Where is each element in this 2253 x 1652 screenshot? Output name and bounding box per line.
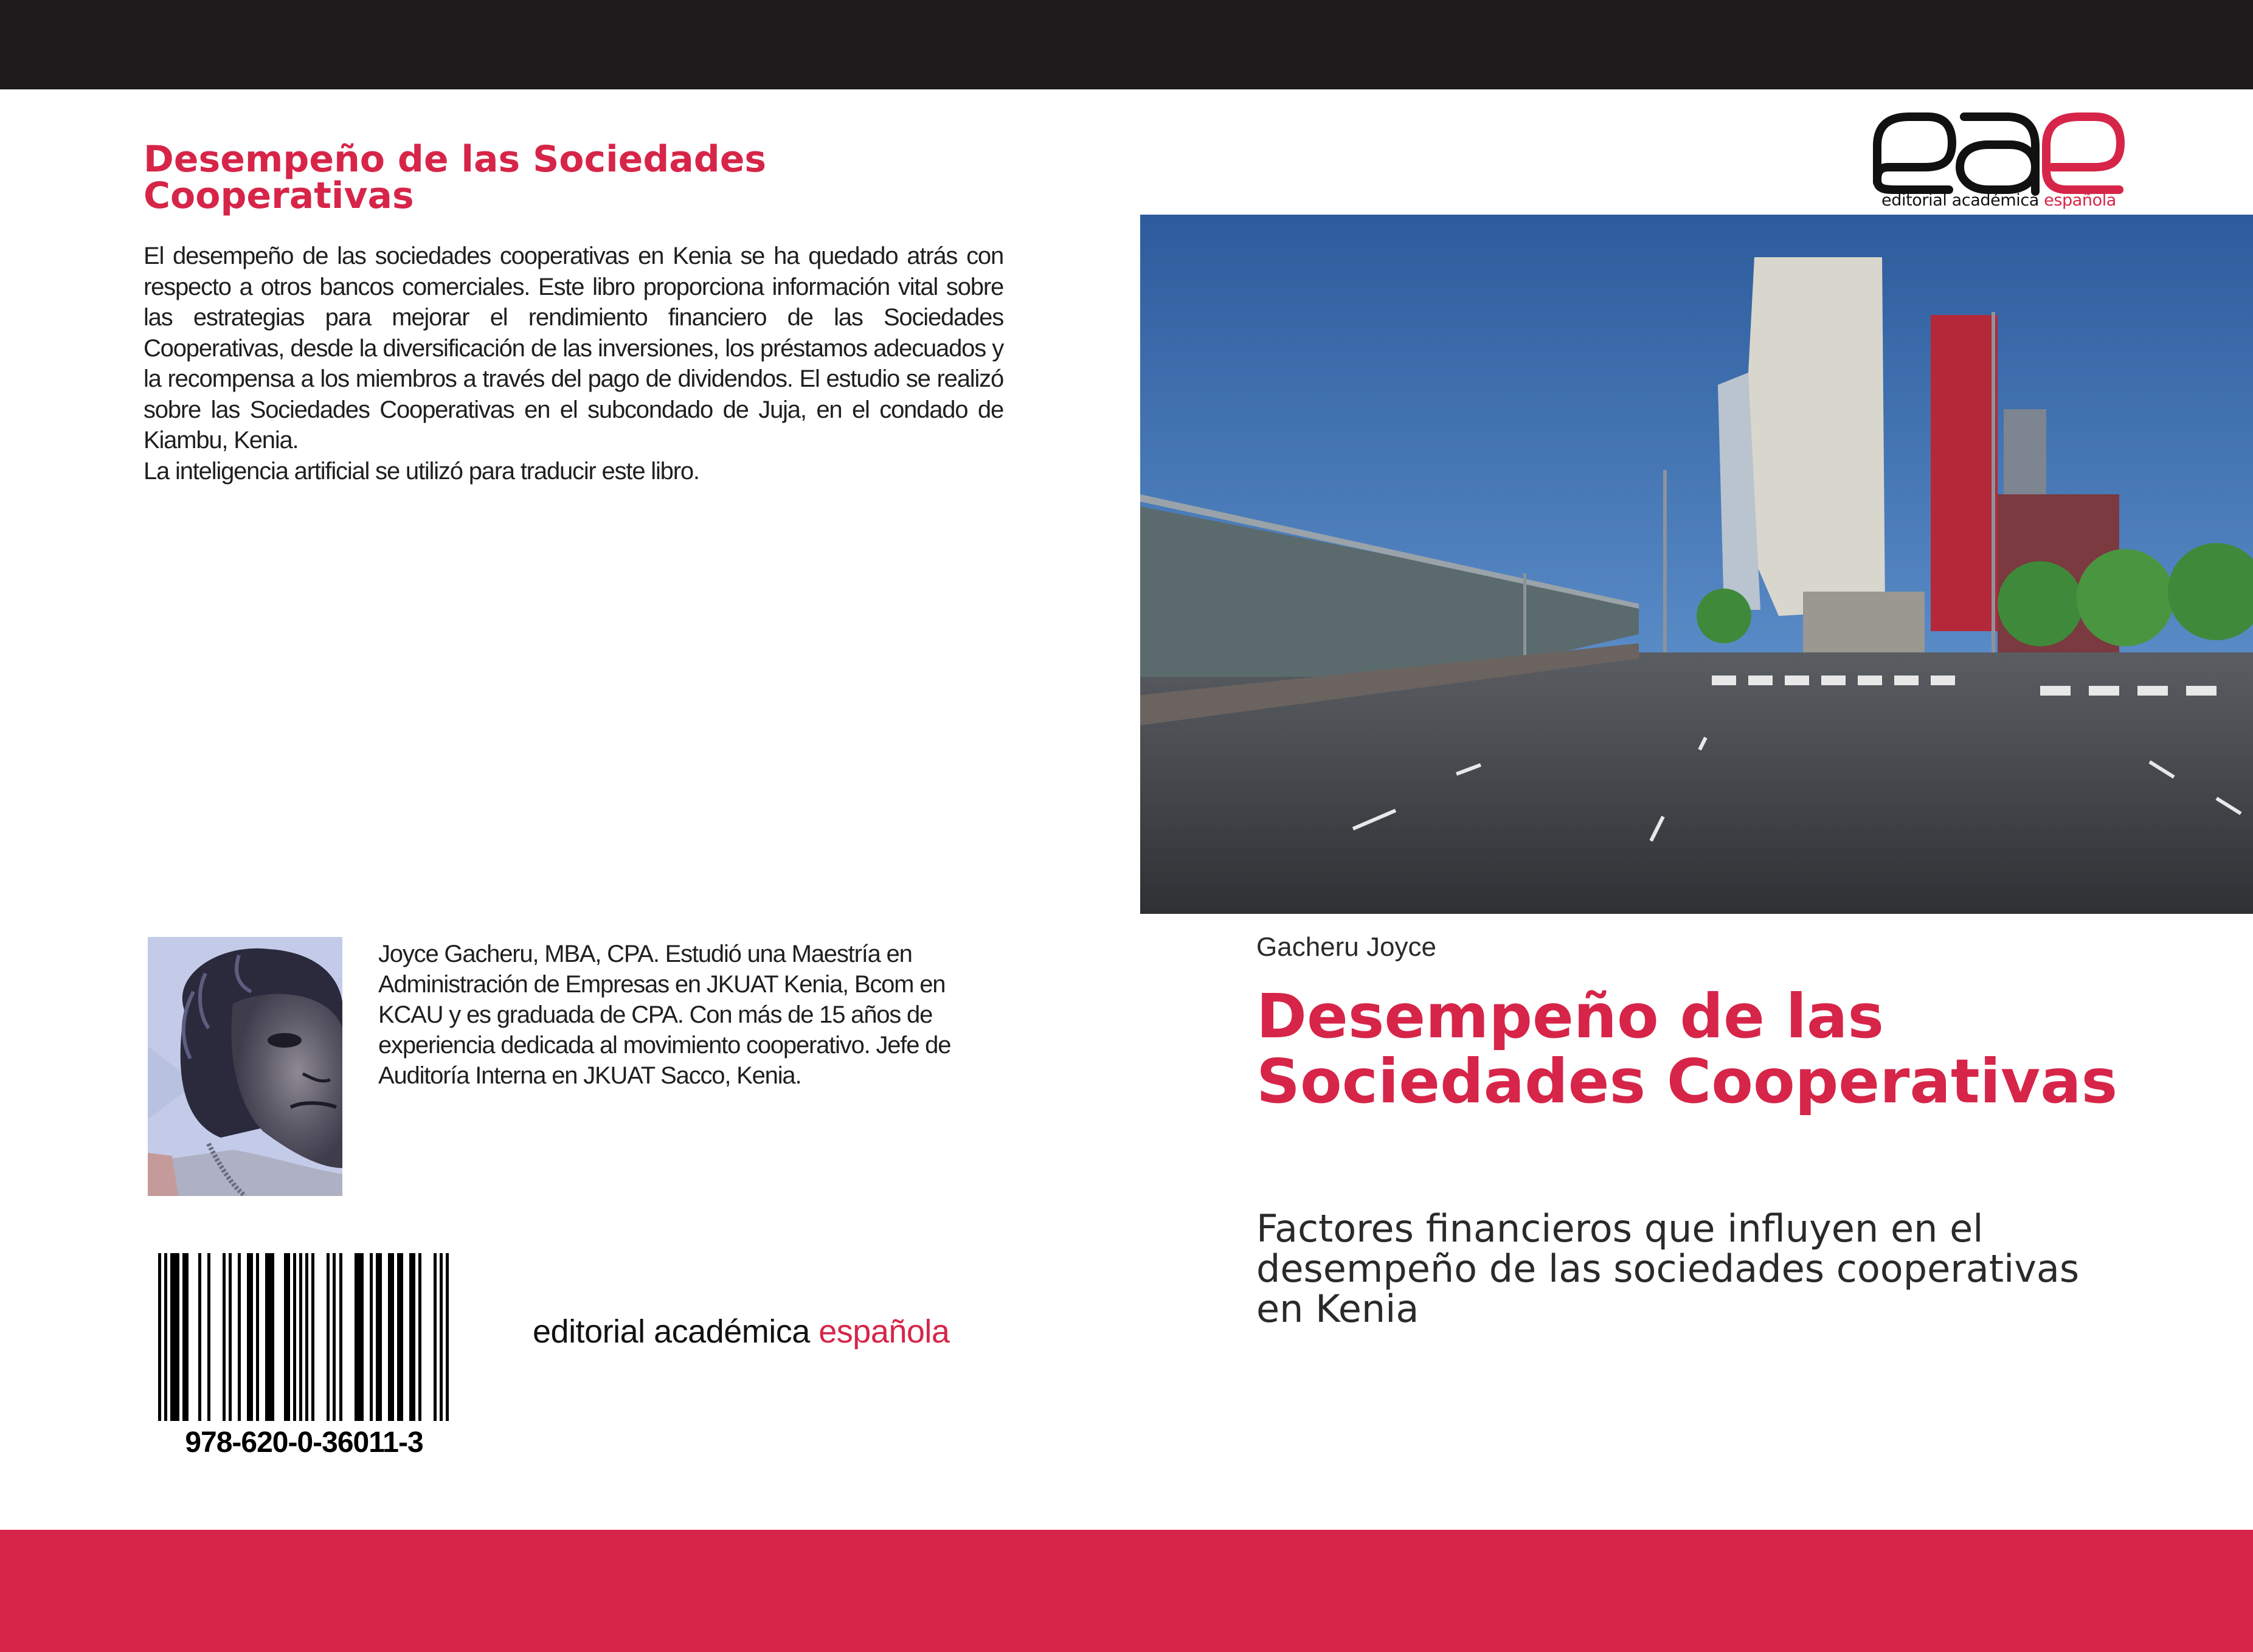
cover-photo bbox=[1140, 215, 2253, 914]
top-bar bbox=[0, 0, 2253, 89]
author-photo bbox=[148, 937, 342, 1196]
front-cover-title: Desempeño de las Sociedades Cooperativas bbox=[1256, 981, 2118, 1117]
logo-wordmark bbox=[1871, 190, 2127, 211]
publisher-name-part2: española bbox=[818, 1313, 950, 1350]
city-street-photo-icon bbox=[1140, 215, 2253, 914]
logo-wordmark-part1: editorial académica bbox=[1881, 191, 2039, 210]
back-publisher-name bbox=[533, 1312, 949, 1351]
author-portrait-icon bbox=[148, 937, 342, 1196]
barcode-icon bbox=[158, 1253, 449, 1421]
back-cover-title: Desempeño de las Sociedades Cooperativas bbox=[144, 138, 767, 217]
author-bio: Joyce Gacheru, MBA, CPA. Estudió una Maestría en Administración de Empresas en JKUAT Kenia, Bcom en KCAU y es graduada de CPA. Con más de 15 años de experiencia dedicada al movimiento cooperativo. Jefe de Auditoría Interna en JKUAT Sacco, Kenia. bbox=[378, 941, 951, 1089]
bottom-accent-bar bbox=[0, 1530, 2253, 1652]
ai-translation-note: La inteligencia artificial se utilizó para traducir este libro. bbox=[144, 457, 699, 485]
isbn-number: 978-620-0-36011-3 bbox=[185, 1426, 423, 1459]
publisher-name-part1: editorial académica bbox=[533, 1313, 810, 1350]
back-cover-blurb bbox=[144, 241, 1003, 486]
blurb-text: El desempeño de las sociedades cooperativas en Kenia se ha quedado atrás con respecto a otros bancos comerciales. Este libro proporciona información vital sobre las estrategias para mejorar el rendimiento financiero de las Sociedades Cooperativas, desde la diversificación de las inversiones, los préstamos adecuados y la recompensa a los miembros a través del pago de dividendos. El estudio se realizó sobre las Sociedades Cooperativas en el subcondado de Juja, en el condado de Kiambu, Kenia. bbox=[144, 243, 1003, 454]
front-author-name: Gacheru Joyce bbox=[1256, 932, 1436, 962]
logo-wordmark-part2: española bbox=[2044, 191, 2116, 210]
front-cover-subtitle: Factores financieros que influyen en el desempeño de las sociedades cooperativas en Kenia bbox=[1256, 1206, 2080, 1331]
